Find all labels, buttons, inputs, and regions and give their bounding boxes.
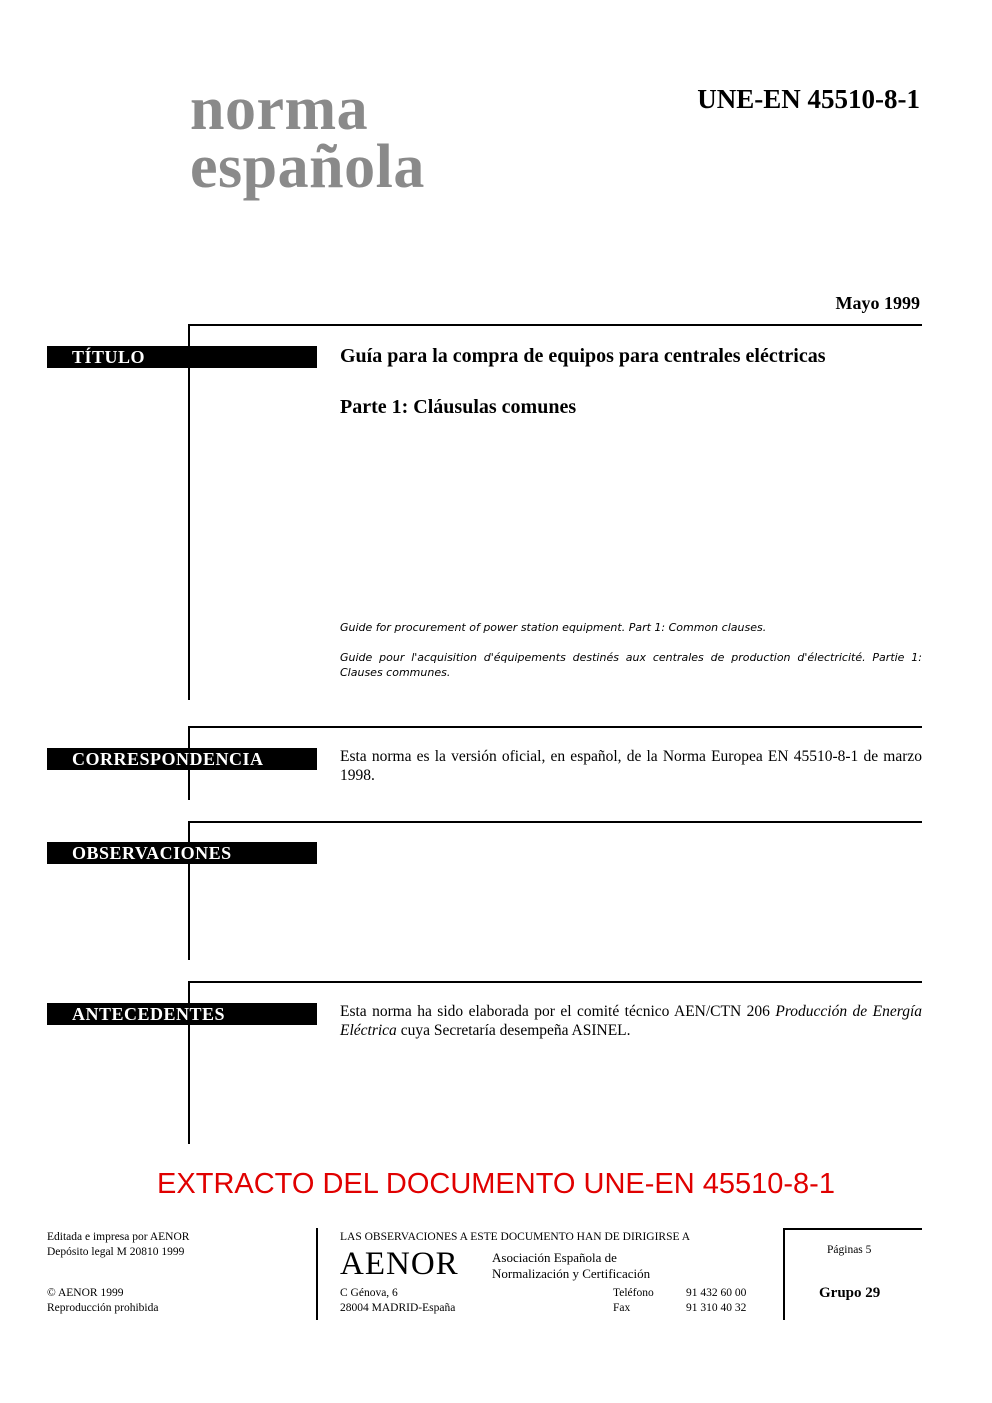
brand-line-1: norma [190, 75, 369, 143]
footer-phone-label: Teléfono [613, 1287, 654, 1299]
footer-group: Grupo 29 [819, 1285, 881, 1301]
antecedentes-top-rule [188, 981, 922, 983]
title-english: Guide for procurement of power station equipment. Part 1: Common clauses. [340, 621, 767, 634]
document-number: UNE-EN 45510-8-1 [697, 84, 920, 114]
footer-copyright-block [47, 1286, 158, 1316]
footer-address-line-1: C Génova, 6 [340, 1287, 398, 1299]
footer-contact-labels [613, 1286, 654, 1316]
antecedentes-label: ANTECEDENTES [47, 1003, 317, 1025]
title-main: Guía para la compra de equipos para centrales eléctricas [340, 345, 826, 367]
publication-date: Mayo 1999 [835, 293, 920, 313]
footer-divider-left [316, 1228, 318, 1320]
footer-edition-block [47, 1230, 189, 1260]
footer-address [340, 1286, 455, 1316]
correspondencia-top-rule [188, 726, 922, 728]
brand-line-2: española [190, 133, 425, 201]
footer-reproduction: Reproducción prohibida [47, 1302, 159, 1314]
footer-divider-right [783, 1228, 785, 1320]
aenor-name [492, 1250, 650, 1282]
aenor-logo: AENOR [340, 1246, 459, 1282]
antecedentes-text-italic: Producción de Energía Eléctrica [340, 1003, 923, 1039]
extract-notice: EXTRACTO DEL DOCUMENTO UNE-EN 45510-8-1 [157, 1168, 835, 1200]
antecedentes-text-after: cuya Secretaría desempeña ASINEL. [396, 1022, 631, 1039]
footer-phone: 91 432 60 00 [686, 1287, 747, 1299]
footer-fax-label: Fax [613, 1302, 631, 1314]
footer-pages: Páginas 5 [827, 1244, 872, 1256]
brand-title [190, 75, 425, 201]
observaciones-label: OBSERVACIONES [47, 842, 317, 864]
correspondencia-text: Esta norma es la versión oficial, en español, de la Norma Europea EN 45510-8-1 de marzo 1998. [340, 748, 922, 784]
footer-box-top-rule [783, 1228, 922, 1230]
observaciones-top-rule [188, 821, 922, 823]
footer-observations-notice: LAS OBSERVACIONES A ESTE DOCUMENTO HAN DE DIRIGIRSE A [340, 1231, 691, 1243]
footer-fax: 91 310 40 32 [686, 1302, 747, 1314]
aenor-name-line-1: Asociación Española de [492, 1250, 617, 1265]
footer-copyright: © AENOR 1999 [47, 1287, 124, 1299]
titulo-vertical-rule [188, 324, 190, 700]
footer-address-line-2: 28004 MADRID-España [340, 1302, 456, 1314]
antecedentes-text [340, 1002, 922, 1040]
footer-edited: Editada e impresa por AENOR [47, 1231, 190, 1243]
title-french: Guide pour l'acquisition d'équipements destinés aux centrales de production d'électricité. Partie 1: Clauses communes. [340, 651, 922, 679]
titulo-label: TÍTULO [47, 346, 317, 368]
correspondencia-label: CORRESPONDENCIA [47, 748, 317, 770]
title-part: Parte 1: Cláusulas comunes [340, 396, 577, 418]
titulo-top-rule [188, 324, 922, 326]
footer-deposit: Depósito legal M 20810 1999 [47, 1246, 185, 1258]
antecedentes-text-before: Esta norma ha sido elaborada por el comité técnico AEN/CTN 206 [340, 1003, 776, 1020]
aenor-name-line-2: Normalización y Certificación [492, 1266, 651, 1281]
footer-contact-values [686, 1286, 746, 1316]
